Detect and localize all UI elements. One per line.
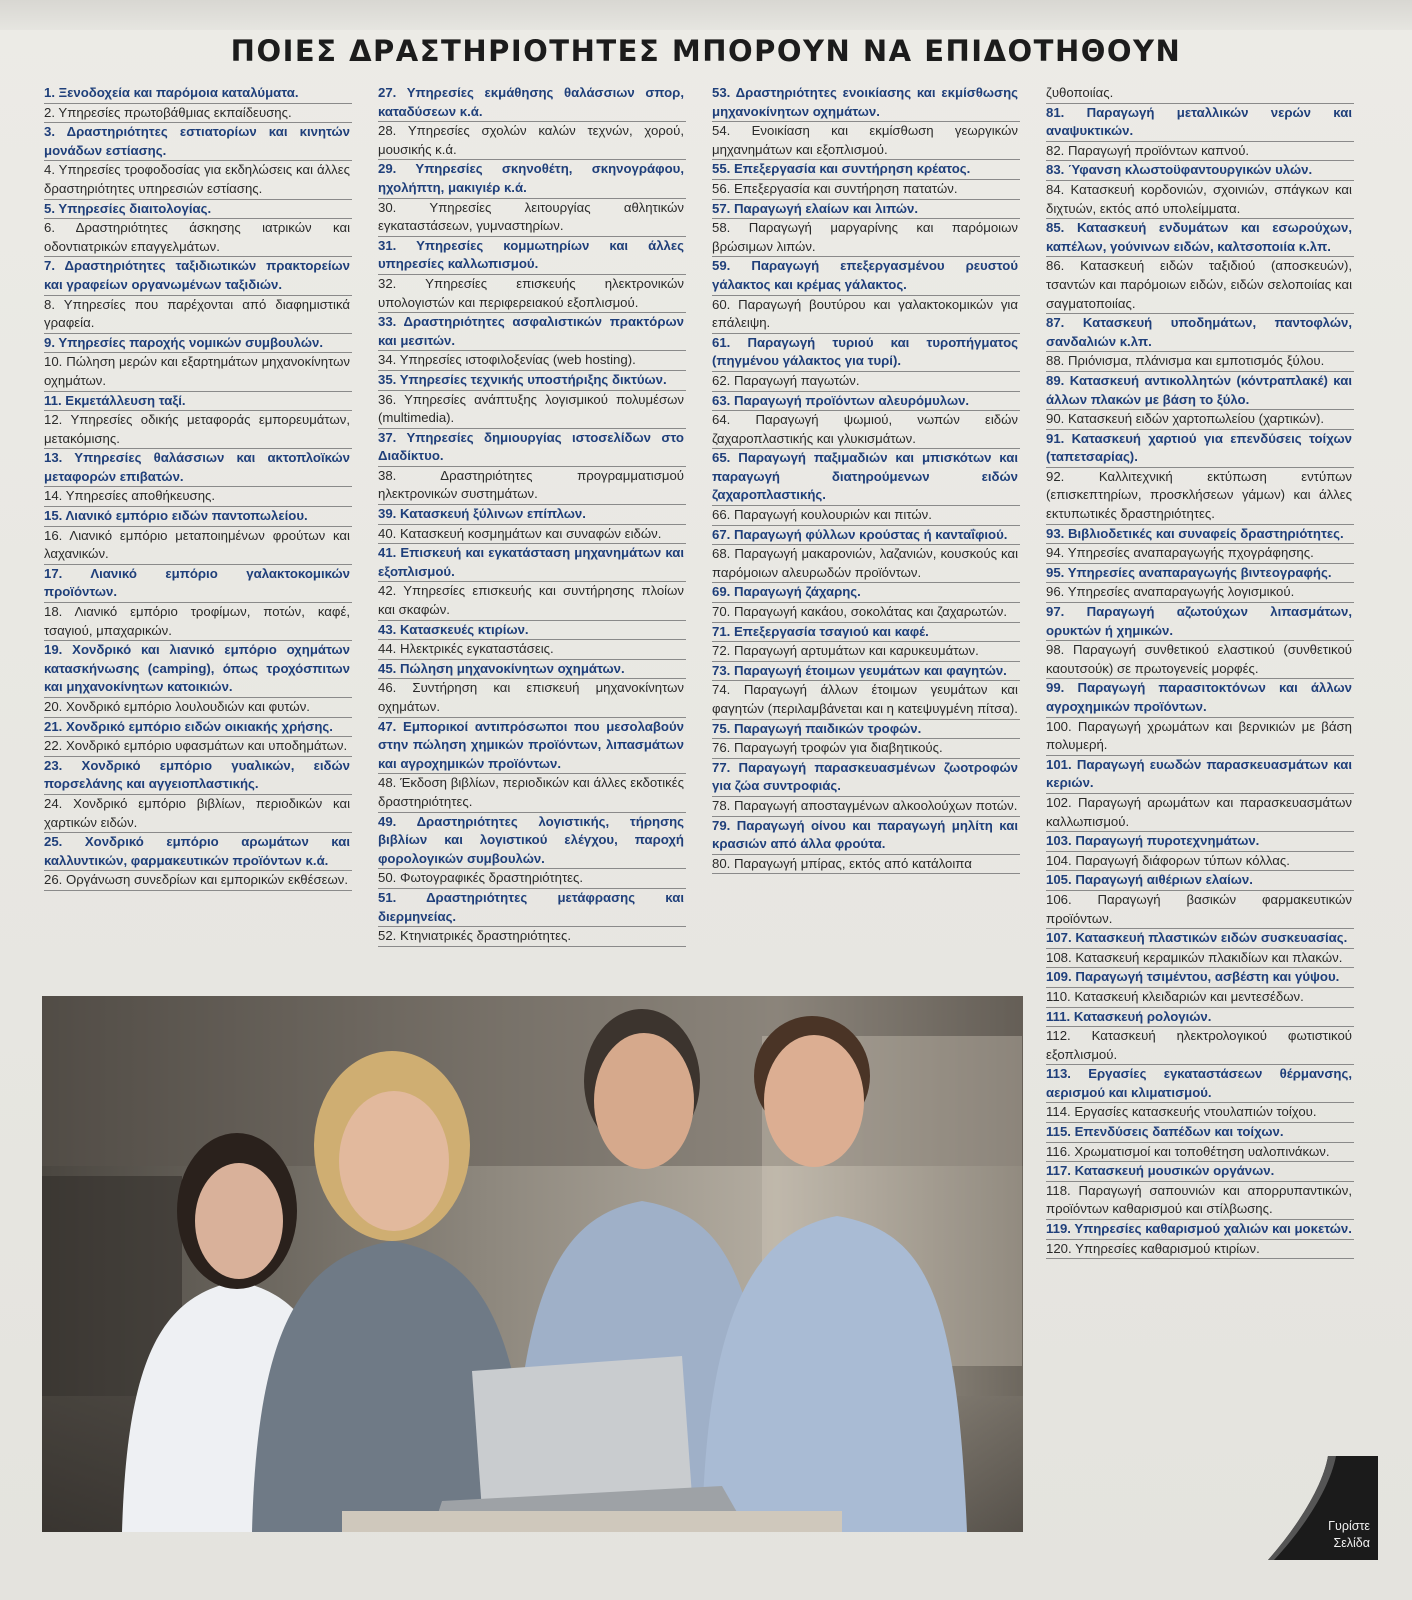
activity-item: 13. Υπηρεσίες θαλάσσιων και ακτοπλοϊκών μεταφορών επιβατών. xyxy=(44,449,352,487)
activity-item: ζυθοποιίας. xyxy=(1046,84,1354,104)
activity-item: 74. Παραγωγή άλλων έτοιμων γευμάτων και φαγητών (περιλαμβάνεται και η κατεψυγμένη πίτσα). xyxy=(712,681,1020,719)
activity-item: 52. Κτηνιατρικές δραστηριότητες. xyxy=(378,927,686,947)
activity-item: 17. Λιανικό εμπόριο γαλακτοκομικών προϊόντων. xyxy=(44,565,352,603)
activity-item: 48. Έκδοση βιβλίων, περιοδικών και άλλες εκδοτικές δραστηριότητες. xyxy=(378,774,686,812)
activity-item: 4. Υπηρεσίες τροφοδοσίας για εκδηλώσεις και άλλες δραστηριότητες υπηρεσιών εστίασης. xyxy=(44,161,352,199)
activity-item: 58. Παραγωγή μαργαρίνης και παρόμοιων βρώσιμων λιπών. xyxy=(712,219,1020,257)
activity-item: 81. Παραγωγή μεταλλικών νερών και αναψυκτικών. xyxy=(1046,104,1354,142)
activity-item: 43. Κατασκευές κτιρίων. xyxy=(378,621,686,641)
activity-item: 120. Υπηρεσίες καθαρισμού κτιρίων. xyxy=(1046,1240,1354,1260)
activity-item: 38. Δραστηριότητες προγραμματισμού ηλεκτρονικών συστημάτων. xyxy=(378,467,686,505)
activity-item: 70. Παραγωγή κακάου, σοκολάτας και ζαχαρωτών. xyxy=(712,603,1020,623)
activity-item: 118. Παραγωγή σαπουνιών και απορρυπαντικών, προϊόντων καθαρισμού και στίλβωσης. xyxy=(1046,1182,1354,1220)
activity-item: 107. Κατασκευή πλαστικών ειδών συσκευασίας. xyxy=(1046,929,1354,949)
activity-item: 40. Κατασκευή κοσμημάτων και συναφών ειδών. xyxy=(378,525,686,545)
activity-item: 42. Υπηρεσίες επισκευής και συντήρησης πλοίων και σκαφών. xyxy=(378,582,686,620)
activity-item: 50. Φωτογραφικές δραστηριότητες. xyxy=(378,869,686,889)
activity-item: 2. Υπηρεσίες πρωτοβάθμιας εκπαίδευσης. xyxy=(44,104,352,124)
activity-item: 59. Παραγωγή επεξεργασμένου ρευστού γάλακτος και κρέμας γάλακτος. xyxy=(712,257,1020,295)
activity-item: 96. Υπηρεσίες αναπαραγωγής λογισμικού. xyxy=(1046,583,1354,603)
activity-item: 113. Εργασίες εγκαταστάσεων θέρμανσης, αερισμού και κλιματισμού. xyxy=(1046,1065,1354,1103)
activity-item: 116. Χρωματισμοί και τοποθέτηση υαλοπινάκων. xyxy=(1046,1143,1354,1163)
team-photo xyxy=(42,996,1023,1532)
activity-item: 5. Υπηρεσίες διαιτολογίας. xyxy=(44,200,352,220)
activity-item: 75. Παραγωγή παιδικών τροφών. xyxy=(712,720,1020,740)
activity-item: 44. Ηλεκτρικές εγκαταστάσεις. xyxy=(378,640,686,660)
activity-item: 95. Υπηρεσίες αναπαραγωγής βιντεογραφής. xyxy=(1046,564,1354,584)
activity-item: 26. Οργάνωση συνεδρίων και εμπορικών εκθέσεων. xyxy=(44,871,352,891)
activity-item: 55. Επεξεργασία και συντήρηση κρέατος. xyxy=(712,160,1020,180)
activity-item: 33. Δραστηριότητες ασφαλιστικών πρακτόρων και μεσιτών. xyxy=(378,313,686,351)
activity-item: 54. Ενοικίαση και εκμίσθωση γεωργικών μηχανημάτων και εξοπλισμού. xyxy=(712,122,1020,160)
activity-item: 23. Χονδρικό εμπόριο γυαλικών, ειδών πορσελάνης και αγγειοπλαστικής. xyxy=(44,757,352,795)
activity-item: 73. Παραγωγή έτοιμων γευμάτων και φαγητών. xyxy=(712,662,1020,682)
activity-item: 104. Παραγωγή διάφορων τύπων κόλλας. xyxy=(1046,852,1354,872)
activity-item: 64. Παραγωγή ψωμιού, νωπών ειδών ζαχαροπλαστικής και γλυκισμάτων. xyxy=(712,411,1020,449)
page-title: ΠΟΙΕΣ ΔΡΑΣΤΗΡΙΟΤΗΤΕΣ ΜΠΟΡΟΥΝ ΝΑ ΕΠΙΔΟΤΗΘΟΥΝ xyxy=(230,34,1182,68)
turn-page-corner[interactable] xyxy=(1268,1456,1378,1560)
activity-item: 41. Επισκευή και εγκατάσταση μηχανημάτων και εξοπλισμού. xyxy=(378,544,686,582)
activity-item: 1. Ξενοδοχεία και παρόμοια καταλύματα. xyxy=(44,84,352,104)
activity-item: 99. Παραγωγή παρασιτοκτόνων και άλλων αγροχημικών προϊόντων. xyxy=(1046,679,1354,717)
activity-item: 79. Παραγωγή οίνου και παραγωγή μηλίτη και κρασιών από άλλα φρούτα. xyxy=(712,817,1020,855)
activity-item: 56. Επεξεργασία και συντήρηση πατατών. xyxy=(712,180,1020,200)
activity-item: 87. Κατασκευή υποδημάτων, παντοφλών, σανδαλιών κ.λπ. xyxy=(1046,314,1354,352)
activity-item: 57. Παραγωγή ελαίων και λιπών. xyxy=(712,200,1020,220)
activity-item: 106. Παραγωγή βασικών φαρμακευτικών προϊόντων. xyxy=(1046,891,1354,929)
activity-item: 92. Καλλιτεχνική εκτύπωση εντύπων (επισκεπτηρίων, προσκλήσεων γάμων) και άλλες εκτυπωτικές δραστηριότητες. xyxy=(1046,468,1354,525)
turn-page-line-2: Σελίδα xyxy=(1333,1536,1370,1550)
activity-item: 86. Κατασκευή ειδών ταξιδιού (αποσκευών), τσαντών και παρόμοιων ειδών, ειδών σελοποιίας και σαγματοποιίας. xyxy=(1046,257,1354,314)
turn-page-line-1: Γυρίστε xyxy=(1328,1519,1370,1533)
activity-item: 27. Υπηρεσίες εκμάθησης θαλάσσιων σπορ, καταδύσεων κ.ά. xyxy=(378,84,686,122)
activity-item: 103. Παραγωγή πυροτεχνημάτων. xyxy=(1046,832,1354,852)
activity-item: 6. Δραστηριότητες άσκησης ιατρικών και οδοντιατρικών επαγγελμάτων. xyxy=(44,219,352,257)
activity-item: 46. Συντήρηση και επισκευή μηχανοκίνητων οχημάτων. xyxy=(378,679,686,717)
activity-item: 115. Επενδύσεις δαπέδων και τοίχων. xyxy=(1046,1123,1354,1143)
activity-item: 97. Παραγωγή αζωτούχων λιπασμάτων, ορυκτών ή χημικών. xyxy=(1046,603,1354,641)
activity-item: 67. Παραγωγή φύλλων κρούστας ή κανταΐφιού. xyxy=(712,526,1020,546)
activity-item: 63. Παραγωγή προϊόντων αλευρόμυλων. xyxy=(712,392,1020,412)
activity-item: 77. Παραγωγή παρασκευασμένων ζωοτροφών για ζώα συντροφιάς. xyxy=(712,759,1020,797)
activity-item: 114. Εργασίες κατασκευής ντουλαπιών τοίχου. xyxy=(1046,1103,1354,1123)
activity-item: 60. Παραγωγή βουτύρου και γαλακτοκομικών για επάλειψη. xyxy=(712,296,1020,334)
activity-item: 39. Κατασκευή ξύλινων επίπλων. xyxy=(378,505,686,525)
activity-item: 82. Παραγωγή προϊόντων καπνού. xyxy=(1046,142,1354,162)
activity-item: 30. Υπηρεσίες λειτουργίας αθλητικών εγκαταστάσεων, γυμναστηρίων. xyxy=(378,199,686,237)
activity-item: 108. Κατασκευή κεραμικών πλακιδίων και πλακών. xyxy=(1046,949,1354,969)
activity-item: 28. Υπηρεσίες σχολών καλών τεχνών, χορού, μουσικής κ.ά. xyxy=(378,122,686,160)
activity-item: 51. Δραστηριότητες μετάφρασης και διερμηνείας. xyxy=(378,889,686,927)
activity-item: 21. Χονδρικό εμπόριο ειδών οικιακής χρήσης. xyxy=(44,718,352,738)
activity-item: 49. Δραστηριότητες λογιστικής, τήρησης βιβλίων και λογιστικού ελέγχου, παροχή φορολογικών συμβουλών. xyxy=(378,813,686,870)
activity-item: 68. Παραγωγή μακαρονιών, λαζανιών, κουσκούς και παρόμοιων αλευρωδών προϊόντων. xyxy=(712,545,1020,583)
activities-column-2 xyxy=(378,84,686,947)
activity-item: 109. Παραγωγή τσιμέντου, ασβέστη και γύψου. xyxy=(1046,968,1354,988)
activity-item: 7. Δραστηριότητες ταξιδιωτικών πρακτορείων και γραφείων οργανωμένων ταξιδιών. xyxy=(44,257,352,295)
activities-column-1 xyxy=(44,84,352,891)
activity-item: 36. Υπηρεσίες ανάπτυξης λογισμικού πολυμέσων (multimedia). xyxy=(378,391,686,429)
activity-item: 19. Χονδρικό και λιανικό εμπόριο οχημάτων κατασκήνωσης (camping), όπως τροχόσπιτων και μηχανοκίνητων κατοικιών. xyxy=(44,641,352,698)
activity-item: 117. Κατασκευή μουσικών οργάνων. xyxy=(1046,1162,1354,1182)
activity-item: 111. Κατασκευή ρολογιών. xyxy=(1046,1008,1354,1028)
activity-item: 93. Βιβλιοδετικές και συναφείς δραστηριότητες. xyxy=(1046,525,1354,545)
activity-item: 12. Υπηρεσίες οδικής μεταφοράς εμπορευμάτων, μετακόμισης. xyxy=(44,411,352,449)
activity-item: 35. Υπηρεσίες τεχνικής υποστήριξης δικτύων. xyxy=(378,371,686,391)
activity-item: 91. Κατασκευή χαρτιού για επενδύσεις τοίχων (ταπετσαρίας). xyxy=(1046,430,1354,468)
activity-item: 100. Παραγωγή χρωμάτων και βερνικιών με βάση πολυμερή. xyxy=(1046,718,1354,756)
activity-item: 34. Υπηρεσίες ιστοφιλοξενίας (web hosting). xyxy=(378,351,686,371)
activity-item: 3. Δραστηριότητες εστιατορίων και κινητών μονάδων εστίασης. xyxy=(44,123,352,161)
activity-item: 69. Παραγωγή ζάχαρης. xyxy=(712,583,1020,603)
activity-item: 45. Πώληση μηχανοκίνητων οχημάτων. xyxy=(378,660,686,680)
activity-item: 76. Παραγωγή τροφών για διαβητικούς. xyxy=(712,739,1020,759)
activity-item: 80. Παραγωγή μπίρας, εκτός από κατάλοιπα xyxy=(712,855,1020,875)
activity-item: 83. Ύφανση κλωστοϋφαντουργικών υλών. xyxy=(1046,161,1354,181)
activity-item: 22. Χονδρικό εμπόριο υφασμάτων και υποδημάτων. xyxy=(44,737,352,757)
activity-item: 15. Λιανικό εμπόριο ειδών παντοπωλείου. xyxy=(44,507,352,527)
activity-item: 24. Χονδρικό εμπόριο βιβλίων, περιοδικών και χαρτικών ειδών. xyxy=(44,795,352,833)
activity-item: 105. Παραγωγή αιθέριων ελαίων. xyxy=(1046,871,1354,891)
activity-item: 47. Εμπορικοί αντιπρόσωποι που μεσολαβούν στην πώληση χημικών προϊόντων, λιπασμάτων και αγροχημικών προϊόντων. xyxy=(378,718,686,775)
activity-item: 25. Χονδρικό εμπόριο αρωμάτων και καλλυντικών, φαρμακευτικών προϊόντων κ.ά. xyxy=(44,833,352,871)
activity-item: 31. Υπηρεσίες κομμωτηρίων και άλλες υπηρεσίες καλλωπισμού. xyxy=(378,237,686,275)
activity-item: 16. Λιανικό εμπόριο μεταποιημένων φρούτων και λαχανικών. xyxy=(44,527,352,565)
activity-item: 62. Παραγωγή παγωτών. xyxy=(712,372,1020,392)
activity-item: 11. Εκμετάλλευση ταξί. xyxy=(44,392,352,412)
activity-item: 72. Παραγωγή αρτυμάτων και καρυκευμάτων. xyxy=(712,642,1020,662)
activity-item: 102. Παραγωγή αρωμάτων και παρασκευασμάτων καλλωπισμού. xyxy=(1046,794,1354,832)
activity-item: 8. Υπηρεσίες που παρέχονται από διαφημιστικά γραφεία. xyxy=(44,296,352,334)
activities-column-4 xyxy=(1046,84,1354,1259)
top-strip xyxy=(0,0,1412,30)
turn-page-label xyxy=(1328,1518,1370,1552)
activity-item: 66. Παραγωγή κουλουριών και πιτών. xyxy=(712,506,1020,526)
activity-item: 32. Υπηρεσίες επισκευής ηλεκτρονικών υπολογιστών και περιφερειακού εξοπλισμού. xyxy=(378,275,686,313)
activity-item: 78. Παραγωγή αποσταγμένων αλκοολούχων ποτών. xyxy=(712,797,1020,817)
activity-item: 110. Κατασκευή κλειδαριών και μεντεσέδων. xyxy=(1046,988,1354,1008)
activity-item: 98. Παραγωγή συνθετικού ελαστικού (συνθετικού καουτσούκ) σε πρωτογενείς μορφές. xyxy=(1046,641,1354,679)
activity-item: 29. Υπηρεσίες σκηνοθέτη, σκηνογράφου, ηχολήπτη, μακιγιέρ κ.ά. xyxy=(378,160,686,198)
activity-item: 20. Χονδρικό εμπόριο λουλουδιών και φυτών. xyxy=(44,698,352,718)
activity-item: 61. Παραγωγή τυριού και τυροπήγματος (πηγμένου γάλακτος για τυρί). xyxy=(712,334,1020,372)
activity-item: 53. Δραστηριότητες ενοικίασης και εκμίσθωσης μηχανοκίνητων οχημάτων. xyxy=(712,84,1020,122)
activity-item: 101. Παραγωγή ευωδών παρασκευασμάτων και κεριών. xyxy=(1046,756,1354,794)
activity-item: 65. Παραγωγή παξιμαδιών και μπισκότων και παραγωγή διατηρούμενων ειδών ζαχαροπλαστικής. xyxy=(712,449,1020,506)
activity-item: 89. Κατασκευή αντικολλητών (κόντραπλακέ) και άλλων πλακών με βάση το ξύλο. xyxy=(1046,372,1354,410)
activity-item: 88. Πριόνισμα, πλάνισμα και εμποτισμός ξύλου. xyxy=(1046,352,1354,372)
activities-column-3 xyxy=(712,84,1020,874)
activity-item: 90. Κατασκευή ειδών χαρτοπωλείου (χαρτικών). xyxy=(1046,410,1354,430)
activity-item: 85. Κατασκευή ενδυμάτων και εσωρούχων, καπέλων, γούνινων ειδών, καλτσοποιία κ.λπ. xyxy=(1046,219,1354,257)
activity-item: 112. Κατασκευή ηλεκτρολογικού φωτιστικού εξοπλισμού. xyxy=(1046,1027,1354,1065)
activity-item: 10. Πώληση μερών και εξαρτημάτων μηχανοκίνητων οχημάτων. xyxy=(44,353,352,391)
activity-item: 71. Επεξεργασία τσαγιού και καφέ. xyxy=(712,623,1020,643)
activity-item: 94. Υπηρεσίες αναπαραγωγής πχογράφησης. xyxy=(1046,544,1354,564)
activity-item: 37. Υπηρεσίες δημιουργίας ιστοσελίδων στο Διαδίκτυο. xyxy=(378,429,686,467)
activity-item: 119. Υπηρεσίες καθαρισμού χαλιών και μοκετών. xyxy=(1046,1220,1354,1240)
activity-item: 84. Κατασκευή κορδονιών, σχοινιών, σπάγκων και διχτυών, εκτός από υπολείμματα. xyxy=(1046,181,1354,219)
activity-item: 9. Υπηρεσίες παροχής νομικών συμβουλών. xyxy=(44,334,352,354)
activity-item: 18. Λιανικό εμπόριο τροφίμων, ποτών, καφέ, τσαγιού, μπαχαρικών. xyxy=(44,603,352,641)
activity-item: 14. Υπηρεσίες αποθήκευσης. xyxy=(44,487,352,507)
